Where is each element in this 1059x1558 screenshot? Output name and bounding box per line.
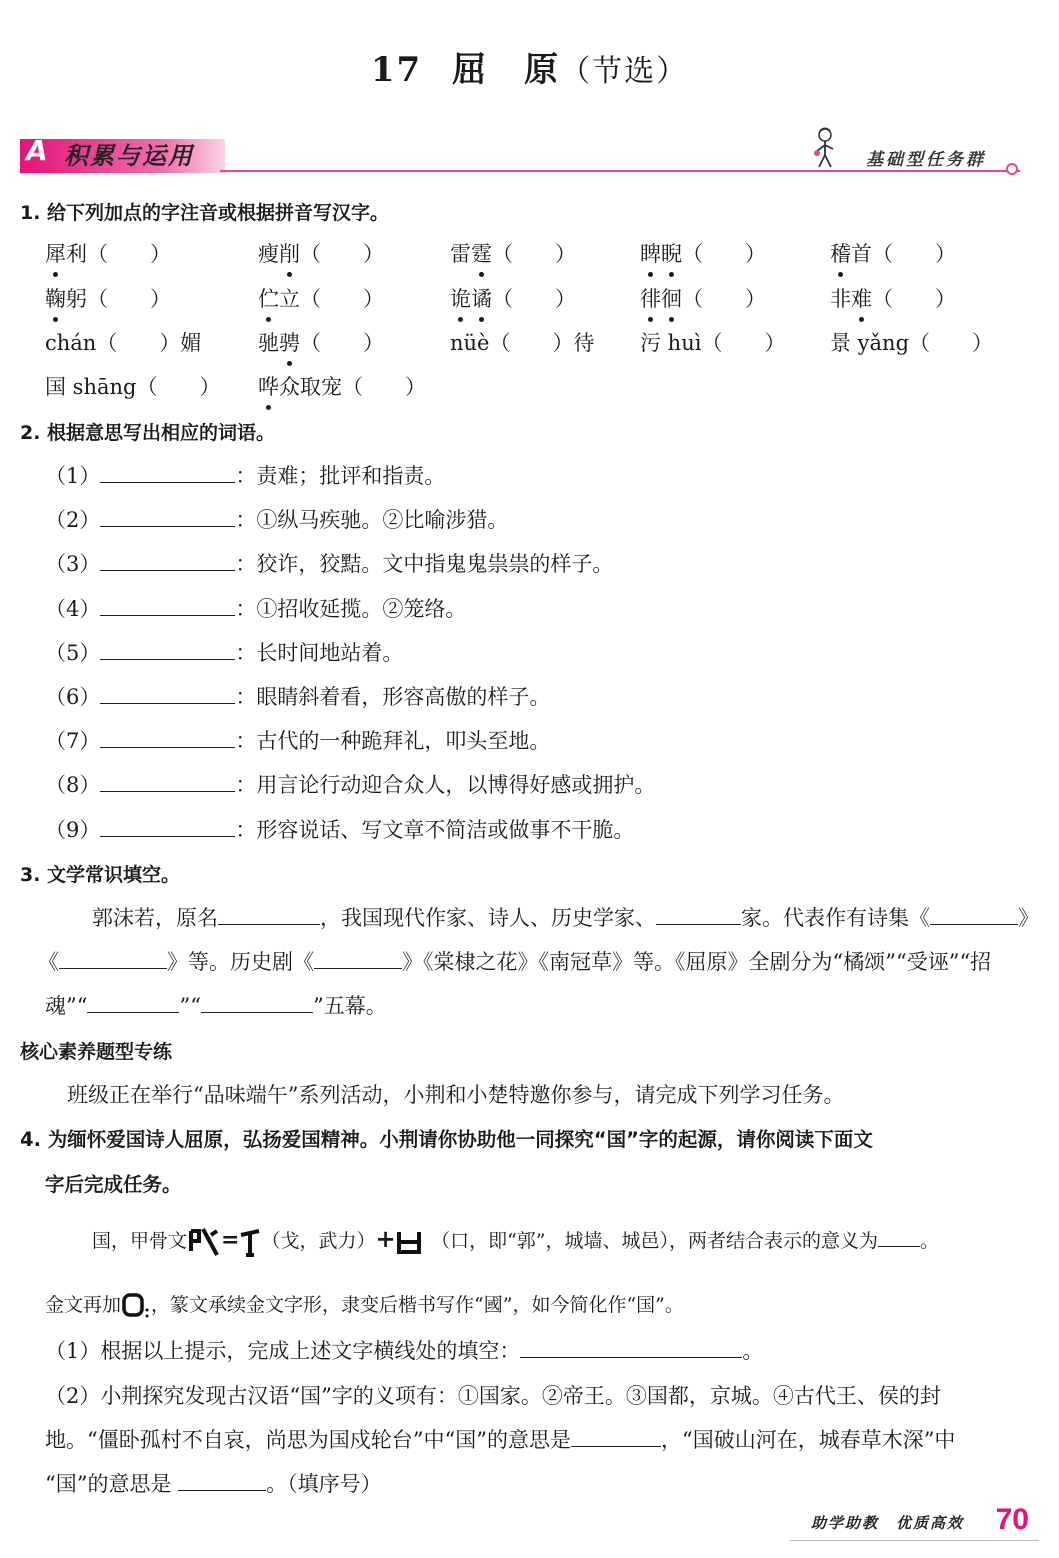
answer-blank[interactable] <box>930 904 1018 925</box>
q1-item: 诡谲（ ） <box>450 283 576 313</box>
q1-item: 国 shāng（ ） <box>45 375 221 399</box>
answer-blank[interactable] <box>100 595 235 616</box>
answer-blank[interactable] <box>100 771 235 792</box>
bronze-enclosure-icon <box>121 1292 151 1320</box>
banner-letter: A <box>26 134 48 167</box>
q3-line-2: 《 》等。历史剧《 》《棠棣之花》《南冠草》等。《屈原》全剧分为“橘颂”“受诬”“招 <box>38 950 992 974</box>
q2-title: 2. 根据意思写出相应的词语。 <box>20 422 276 444</box>
q4-title-line-2: 字后完成任务。 <box>45 1173 182 1196</box>
q1-title: 1. 给下列加点的字注音或根据拼音写汉字。 <box>20 202 390 224</box>
q1-item: 非难（ ） <box>830 283 956 313</box>
q1-item: 污 huì（ ） <box>640 331 786 355</box>
q1-item: 犀利（ ） <box>45 238 171 268</box>
page-number: 70 <box>995 1503 1029 1536</box>
answer-blank[interactable] <box>100 506 235 527</box>
q4-sub-2-line-3: “国”的意思是 。（填序号） <box>45 1472 382 1496</box>
q2-item: （2） ：①纵马疾驰。②比喻涉猎。 <box>45 508 509 532</box>
q4-sub-2-line-1: （2）小荆探究发现古汉语“国”字的义项有：①国家。②帝王。③国都，京城。④古代王、侯的封 <box>45 1384 941 1408</box>
page-title <box>0 42 1059 91</box>
oracle-kou-icon <box>396 1228 422 1256</box>
answer-blank[interactable] <box>218 904 320 925</box>
q1-item: 雷霆（ ） <box>450 238 576 268</box>
answer-blank[interactable] <box>100 550 235 571</box>
banner-divider <box>220 170 1020 172</box>
q1-item: 驰骋（ ） <box>258 327 384 357</box>
q2-item: （9） ：形容说话、写文章不简洁或做事不干脆。 <box>45 818 635 842</box>
q1-item: 伫立（ ） <box>258 283 384 313</box>
banner-title: 积累与运用 <box>64 142 194 170</box>
q1-item: chán（ ）媚 <box>45 331 202 355</box>
core-intro: 班级正在举行“品味端午”系列活动，小荆和小楚特邀你参与，请完成下列学习任务。 <box>67 1083 845 1107</box>
q1-item: 瘦削（ ） <box>258 238 384 268</box>
q1-item: 稽首（ ） <box>830 238 956 268</box>
q3-title: 3. 文学常识填空。 <box>20 864 181 886</box>
q2-item: （4） ：①招收延揽。②笼络。 <box>45 597 467 621</box>
answer-blank[interactable] <box>656 904 741 925</box>
answer-blank[interactable] <box>571 1426 661 1447</box>
lesson-number: 17 <box>370 50 423 90</box>
student-figure-icon <box>812 127 838 171</box>
answer-blank[interactable] <box>100 727 235 748</box>
banner-tag: 基础型任务群 <box>866 150 986 170</box>
answer-blank[interactable] <box>520 1337 742 1358</box>
answer-blank[interactable] <box>100 462 235 483</box>
answer-blank[interactable] <box>59 948 167 969</box>
banner-end-dot <box>1006 163 1018 175</box>
answer-blank[interactable] <box>100 639 235 660</box>
lesson-subtitle: （节选） <box>560 54 689 89</box>
q4-sub-2-line-2: 地。“僵卧孤村不自哀，尚思为国戍轮台”中“国”的意思是 ，“国破山河在，城春草木深”中 <box>45 1428 956 1452</box>
q3-line-3: 魂”“ ”“ ”五幕。 <box>45 994 387 1018</box>
answer-blank[interactable] <box>87 992 179 1013</box>
q4-passage-line-2: 金文再加 ，篆文承续金文字形，隶变后楷书写作“國”，如今简化作“国”。 <box>45 1290 684 1320</box>
q2-item: （5） ：长时间地站着。 <box>45 641 404 665</box>
q1-item: nüè（ ）待 <box>450 331 595 355</box>
answer-blank[interactable] <box>178 1470 266 1491</box>
q4-sub-1: （1）根据以上提示，完成上述文字横线处的填空： 。 <box>45 1339 764 1363</box>
footer-slogan: 助学助教 优质高效 <box>810 1514 964 1532</box>
q3-line-1: 郭沫若，原名 ，我国现代作家、诗人、历史学家、 家。代表作有诗集《 》 <box>92 906 1039 930</box>
section-banner <box>20 133 1020 177</box>
core-section-title: 核心素养题型专练 <box>20 1041 173 1063</box>
answer-blank[interactable] <box>201 992 313 1013</box>
answer-blank[interactable] <box>100 816 235 837</box>
answer-blank[interactable] <box>314 948 402 969</box>
lesson-title: 屈 原 <box>452 50 561 90</box>
q4-passage-line-1: 国，甲骨文 = （戈，武力）+ （口，即“郭”，城墙、城邑），两者结合表示的意义为 。 <box>92 1224 939 1257</box>
q1-item: 鞠躬（ ） <box>45 283 171 313</box>
q1-item: 睥睨（ ） <box>640 238 766 268</box>
q2-item: （7） ：古代的一种跪拜礼，叩头至地。 <box>45 729 551 753</box>
q1-item: 哗众取宠（ ） <box>258 371 426 401</box>
oracle-guo-icon <box>187 1227 221 1257</box>
q2-item: （3） ：狡诈，狡黠。文中指鬼鬼祟祟的样子。 <box>45 552 614 576</box>
q2-item: （1） ：责难；批评和指责。 <box>45 464 446 488</box>
q1-item: 徘徊（ ） <box>640 283 766 313</box>
answer-blank[interactable] <box>878 1226 920 1247</box>
q2-item: （8） ：用言论行动迎合众人，以博得好感或拥护。 <box>45 773 656 797</box>
q4-title-line-1: 4. 为缅怀爱国诗人屈原，弘扬爱国精神。小荆请你协助他一同探究“国”字的起源，请你阅读下面文 <box>20 1128 873 1151</box>
q2-item: （6） ：眼睛斜着看，形容高傲的样子。 <box>45 685 551 709</box>
answer-blank[interactable] <box>100 683 235 704</box>
q1-item: 景 yǎng（ ） <box>830 331 994 355</box>
oracle-ge-icon <box>239 1227 261 1257</box>
footer-divider <box>790 1540 1039 1541</box>
